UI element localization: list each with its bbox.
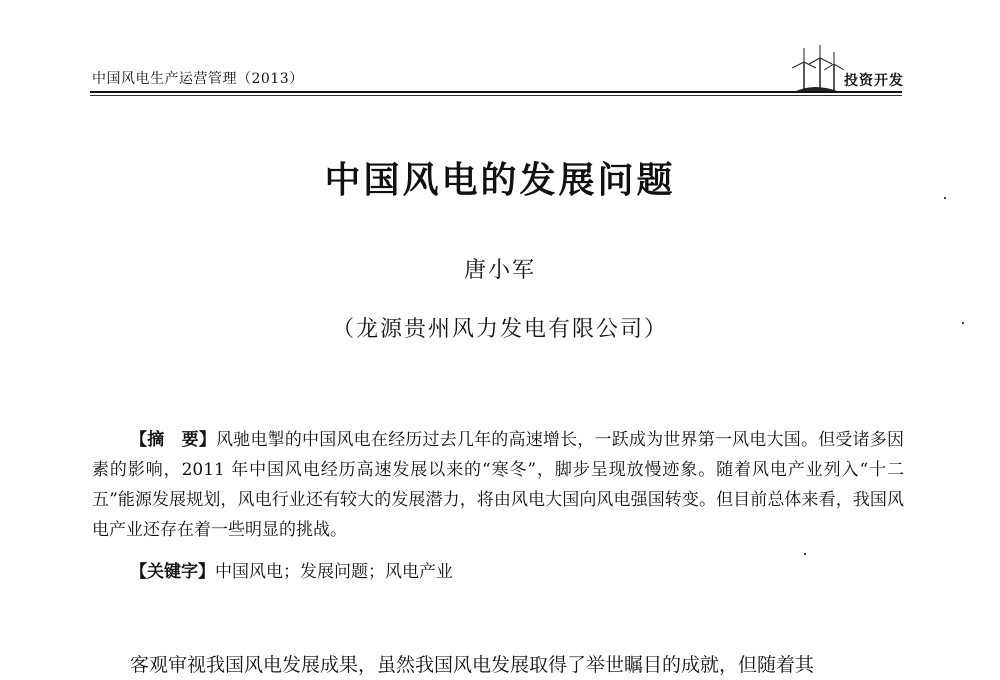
article-title: 中国风电的发展问题 [324,160,676,201]
scan-speck [962,322,964,324]
abstract [92,425,904,545]
scan-speck [944,197,946,199]
keywords [130,557,910,587]
abstract-text: 风驰电掣的中国风电在经历过去几年的高速增长，一跃成为世界第一风电大国。但受诸多因素的影响，2011 年中国风电经历高速发展以来的“寒冬”，脚步呈现放慢迹象。随着风电产业列入“十二五”能源发展规划，风电行业还有较大的发展潜力，将由风电大国向风电强国转变。但目前总体来看，我国风电产业还存在着一些明显的挑战。 [92,430,905,540]
scan-speck [804,553,806,555]
header-rule [90,91,902,93]
journal-header: 中国风电生产运营管理（2013） [92,71,304,87]
abstract-label: 【摘 要】 [130,430,217,450]
section-label: 投资开发 [842,70,906,90]
article-author: 唐小军 [463,258,536,283]
article-affiliation: （龙源贵州风力发电有限公司） [331,317,668,342]
header-rule-thin [90,95,902,96]
keywords-text: 中国风电；发展问题；风电产业 [215,562,453,582]
body-first-line: 客观审视我国风电发展成果，虽然我国风电发展取得了举世瞩目的成就，但随着其 [130,654,815,676]
keywords-label: 【关键字】 [130,562,215,582]
